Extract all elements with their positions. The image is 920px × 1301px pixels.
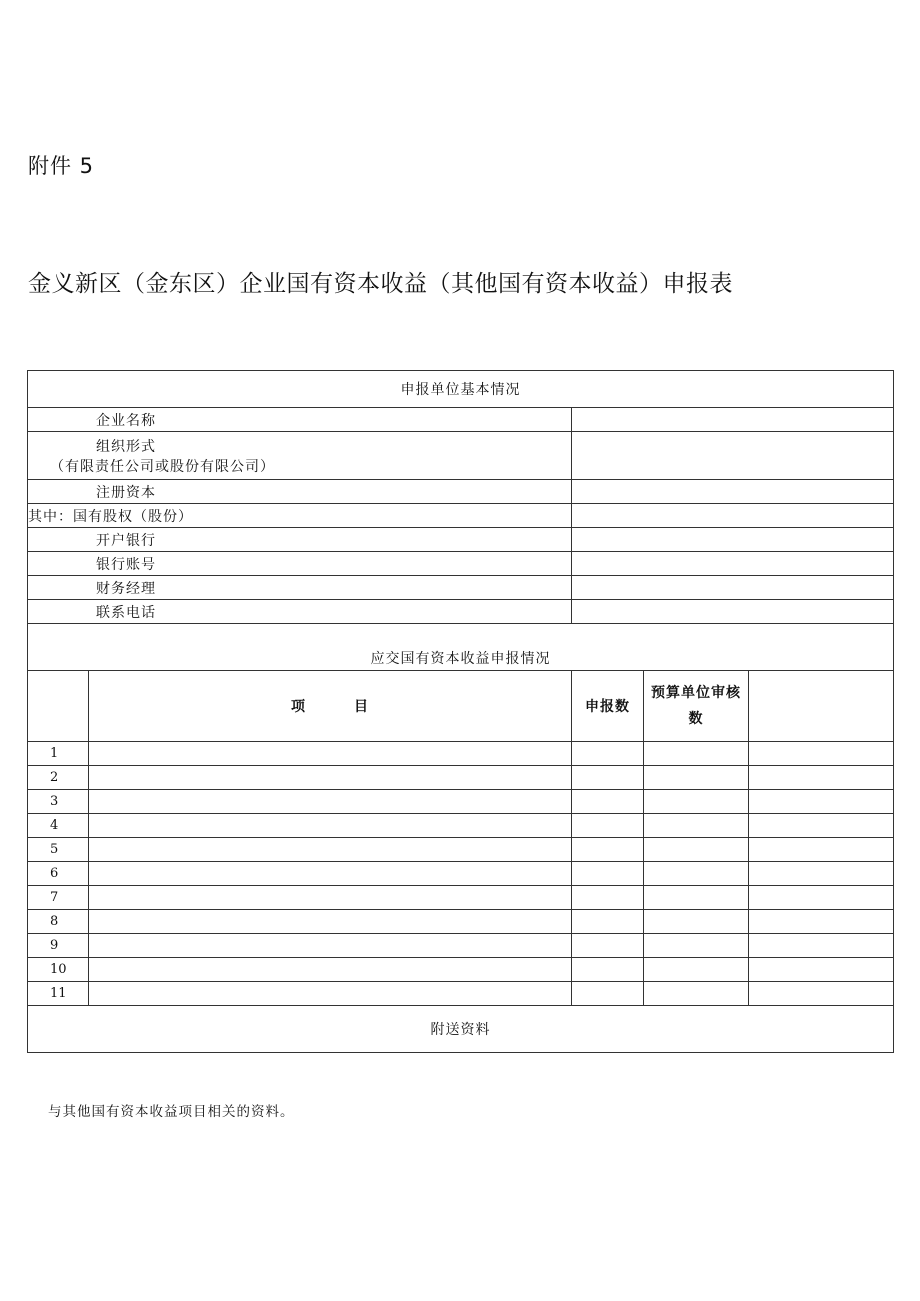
- finance-manager-label: 财务经理: [28, 576, 572, 600]
- row-declared-field[interactable]: [572, 934, 644, 958]
- row-extra-field[interactable]: [749, 814, 894, 838]
- phone-field[interactable]: [572, 600, 894, 624]
- org-form-label-line2: （有限责任公司或股份有限公司）: [50, 458, 275, 475]
- org-form-field[interactable]: [572, 432, 894, 480]
- row-item-field[interactable]: [89, 814, 572, 838]
- row-extra-field[interactable]: [749, 934, 894, 958]
- account-field[interactable]: [572, 552, 894, 576]
- declaration-row: [28, 790, 894, 814]
- row-extra-field[interactable]: [749, 838, 894, 862]
- declaration-row: [28, 814, 894, 838]
- row-extra-field[interactable]: [749, 886, 894, 910]
- row-extra-field[interactable]: [749, 958, 894, 982]
- header-item: [89, 671, 572, 742]
- org-form-label: [28, 432, 572, 480]
- header-audit: 预算单位审核数: [644, 671, 749, 742]
- declaration-row: [28, 766, 894, 790]
- org-form-label-line1: 组织形式: [96, 438, 156, 455]
- row-number: 9: [28, 934, 89, 958]
- registered-capital-field[interactable]: [572, 480, 894, 504]
- row-declared-field[interactable]: [572, 886, 644, 910]
- header-extra-cell: [749, 671, 894, 742]
- state-equity-field[interactable]: [572, 504, 894, 528]
- row-audit-field[interactable]: [644, 742, 749, 766]
- row-number: 4: [28, 814, 89, 838]
- row-audit-field[interactable]: [644, 910, 749, 934]
- basic-info-heading: 申报单位基本情况: [28, 371, 894, 408]
- attachments-note: 与其他国有资本收益项目相关的资料。: [48, 1104, 295, 1120]
- row-item-field[interactable]: [89, 766, 572, 790]
- bank-label: 开户银行: [28, 528, 572, 552]
- row-item-field[interactable]: [89, 886, 572, 910]
- header-index-cell: [28, 671, 89, 742]
- row-number: 3: [28, 790, 89, 814]
- state-equity-label: 其中：国有股权（股份）: [28, 504, 572, 528]
- row-audit-field[interactable]: [644, 958, 749, 982]
- row-audit-field[interactable]: [644, 814, 749, 838]
- row-item-field[interactable]: [89, 838, 572, 862]
- row-extra-field[interactable]: [749, 742, 894, 766]
- row-declared-field[interactable]: [572, 862, 644, 886]
- registered-capital-label: 注册资本: [28, 480, 572, 504]
- phone-label: 联系电话: [28, 600, 572, 624]
- declaration-row: [28, 934, 894, 958]
- row-item-field[interactable]: [89, 910, 572, 934]
- row-audit-field[interactable]: [644, 982, 749, 1006]
- row-audit-field[interactable]: [644, 886, 749, 910]
- company-name-field[interactable]: [572, 408, 894, 432]
- declaration-row: [28, 958, 894, 982]
- declaration-form-table: [27, 370, 894, 1053]
- row-audit-field[interactable]: [644, 790, 749, 814]
- declaration-row: [28, 742, 894, 766]
- company-name-label: 企业名称: [28, 408, 572, 432]
- row-extra-field[interactable]: [749, 790, 894, 814]
- row-extra-field[interactable]: [749, 910, 894, 934]
- row-item-field[interactable]: [89, 934, 572, 958]
- row-audit-field[interactable]: [644, 934, 749, 958]
- row-item-field[interactable]: [89, 790, 572, 814]
- row-extra-field[interactable]: [749, 982, 894, 1006]
- row-declared-field[interactable]: [572, 958, 644, 982]
- row-audit-field[interactable]: [644, 862, 749, 886]
- row-declared-field[interactable]: [572, 982, 644, 1006]
- header-item-a: 项: [291, 699, 306, 715]
- header-item-b: 目: [354, 699, 369, 715]
- row-declared-field[interactable]: [572, 910, 644, 934]
- attachments-heading: 附送资料: [28, 1006, 894, 1053]
- row-declared-field[interactable]: [572, 838, 644, 862]
- page-title: 金义新区（金东区）企业国有资本收益（其他国有资本收益）申报表: [28, 271, 733, 297]
- row-number: 6: [28, 862, 89, 886]
- row-number: 2: [28, 766, 89, 790]
- declaration-row: [28, 862, 894, 886]
- declaration-row: [28, 886, 894, 910]
- declaration-heading: 应交国有资本收益申报情况: [28, 624, 894, 671]
- declaration-row: [28, 982, 894, 1006]
- bank-field[interactable]: [572, 528, 894, 552]
- declaration-row: [28, 910, 894, 934]
- finance-manager-field[interactable]: [572, 576, 894, 600]
- account-label: 银行账号: [28, 552, 572, 576]
- row-audit-field[interactable]: [644, 766, 749, 790]
- row-item-field[interactable]: [89, 862, 572, 886]
- row-extra-field[interactable]: [749, 862, 894, 886]
- row-number: 10: [28, 958, 89, 982]
- row-number: 7: [28, 886, 89, 910]
- header-declared: 申报数: [572, 671, 644, 742]
- row-extra-field[interactable]: [749, 766, 894, 790]
- declaration-row: [28, 838, 894, 862]
- row-number: 5: [28, 838, 89, 862]
- row-number: 1: [28, 742, 89, 766]
- row-declared-field[interactable]: [572, 766, 644, 790]
- row-number: 8: [28, 910, 89, 934]
- row-declared-field[interactable]: [572, 742, 644, 766]
- attachment-label: 附件 5: [28, 154, 95, 178]
- row-number: 11: [28, 982, 89, 1006]
- row-declared-field[interactable]: [572, 814, 644, 838]
- row-item-field[interactable]: [89, 982, 572, 1006]
- row-declared-field[interactable]: [572, 790, 644, 814]
- row-audit-field[interactable]: [644, 838, 749, 862]
- row-item-field[interactable]: [89, 742, 572, 766]
- row-item-field[interactable]: [89, 958, 572, 982]
